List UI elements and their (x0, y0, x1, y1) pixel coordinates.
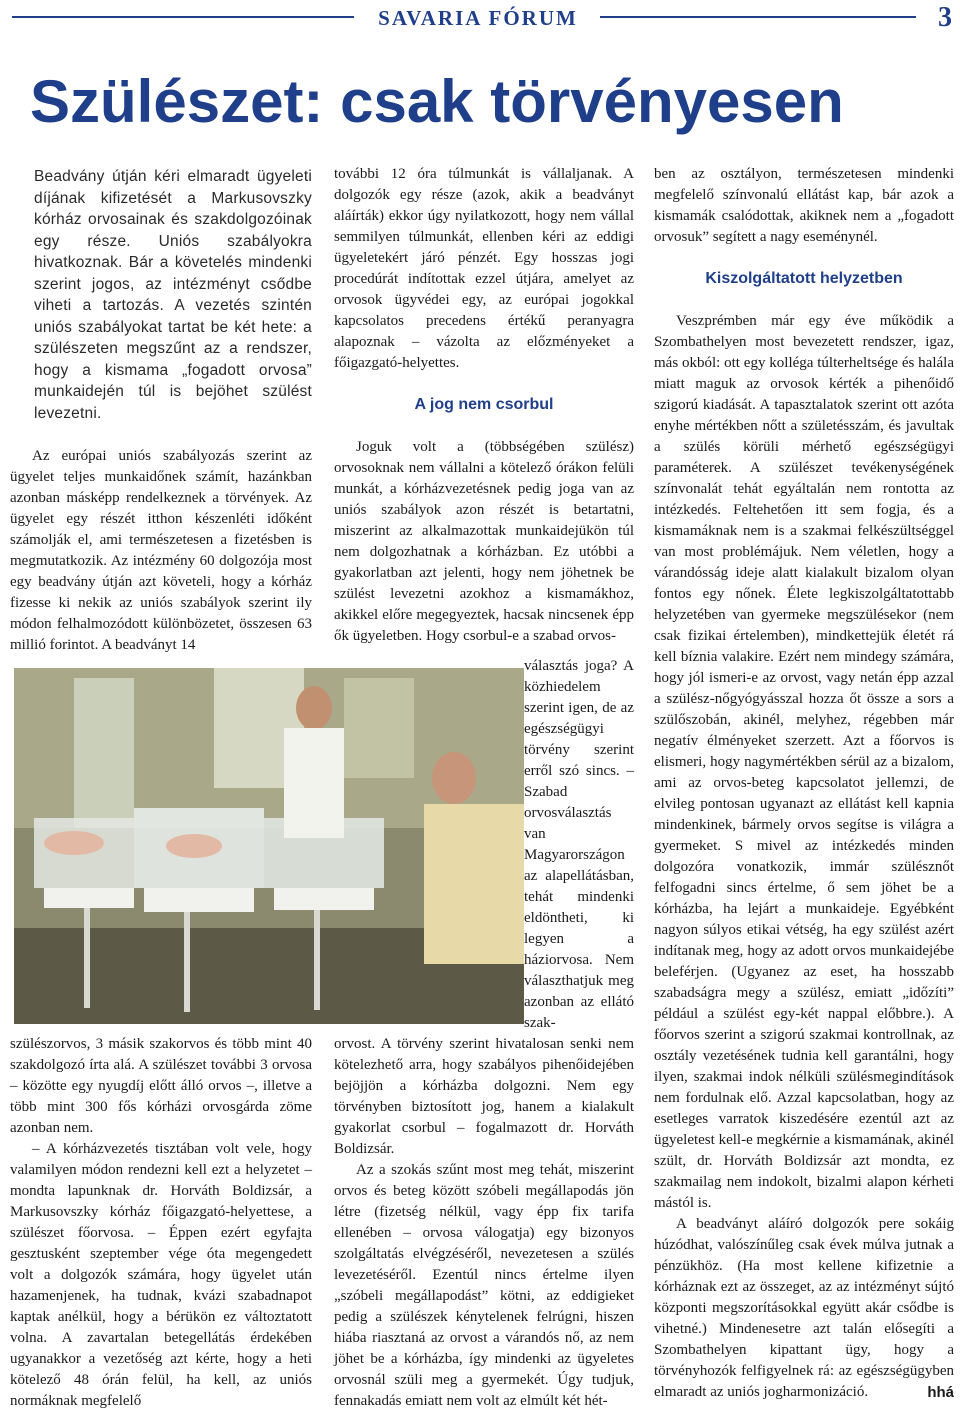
body-paragraph: orvost. A törvény szerint hivatalosan senki nem kötelezhető arra, hogy szabályos pihenőidejében bejöjjön a kórházba dolgozni. Nem egy törvényben biztosított jog, hanem a kialakult gyakorlat csorbul – fogalmazott dr. Horváth Boldizsár. (334, 1036, 634, 1157)
header-rule-left (12, 16, 354, 18)
body-paragraph: ben az osztályon, természetesen mindenki megfelelő színvonalú ellátást kap, bár azok a kismamák csalódottak, akiknek nem a „fogadott orvosuk” segített a nagy eseménynél. (654, 166, 954, 245)
body-paragraph: Veszprémben már egy éve működik a Szombathelyen most bevezetett rendszer, igaz, más okból: ott egy kolléga túlterheltsége és halála miatt maguk az orvosok kérték a pihenőidő szigorú kiadását. A tapasztalatok szerint ott azóta enyhe mértékben nőtt a születésszám, és javultak a szülés körüli mérhető egészségügyi paraméterek. A szülészet tevékenységének színvonalát tehát egyáltalán nem rontotta az intézkedés. Feltehetően itt sem fogja, és a kismamáknak nem is a szakmai felkészültséggel van most problémájuk. Nem véletlen, hogy a várandósság ideje alatt kialakult bizalom olyan fontos egy nőnek. Élete legkiszolgáltatottabb helyzetében van gyermeke megszülésekor (nem csak fizikai értelemben), mindkettejük életét rá kell bíznia valakire. Ezért nem mindegy számára, hogy jól ismeri-e az orvost, vagy netán épp azzal a szülész-nőgyógyásszal hozza őt össze a sors a szülőszobán, akinél, melyhez, régebben már negatív élményeket szerzett. Azt a főorvos is elismeri, hogy nagymértékben sérül az a bizalom, ami az orvos-beteg kapcsolatot jellemzi, de elvileg pontosan ugyanazt az ellátást kell kapnia mindenkinek, bármely orvos segítse is világra a gyermeket. S mivel az intézkedés minden dolgozóra vonatkozik, immár szülésznőt felfogadni sincs értelme, ő sem jöhet be a kórházba, ha lejárt a munkaideje. Egyébként nagyon súlyos etikai vétség, ha egy szülést azért indítanak meg, hogy az adott orvos munkaidejébe beleférjen. (Ugyanez az eset, ha hosszabb szabadságra megy a szülész, emiatt „időzíti” például a szülést egy-két nappal előbbre.). A főorvos szerint a szigorú szakmai kontrollnak, az osztály vezetésének tudnia kell garantálni, hogy ilyen, szakmai indok nélküli szülésmegindítások nem fordulnak elő. Azzal kapcsolatban, hogy az esetleges varratok kiszedésére ezentúl azt az ügyeletest kell-e megkérnie a kismamának, akinél szült, dr. Horváth Boldizsár azt mondta, ez szakmailag nem indokolt, bizalmi alapon kérheti mástól is. (654, 313, 954, 1211)
closing-text: A beadványt aláíró dolgozók pere sokáig húzódhat, valószínűleg csak évek múlva jutnak a pénzükhöz. (Ha most kellene kifizetnie a kórháznak ezt az összeget, az az intézményt sújtó központi megszorításokkal együtt akár csődbe is vihetné.) Mindenesetre azt talán elősegíti a Szombathelyen kipattant ügy, hogy a törvényhozók felfigyelnek rá: az egészségügyben elmaradt az uniós jogharmonizáció. (654, 1216, 954, 1400)
body-paragraph: Joguk volt a (többségében szülész) orvosoknak nem vállalni a kötelező órákon felüli munkát, a kórházvezetésnek pedig joga van az uniós szabályok azon részét is betartatni, miszerint az alkalmazottak munkaidejükön túl nem dolgozhatnak a kórházban. Ez utóbbi a gyakorlatban azt jelenti, hogy nem jöhetnek be szülést levezetni azokhoz a kismamákhoz, akikkel előre megegyeztek, hacsak nincsenek épp ők ügyeletben. Hogy csorbul-e a szabad orvos- (334, 439, 634, 644)
author-signature: hhá (927, 1384, 954, 1401)
header-rule-right (600, 16, 916, 18)
body-paragraph: választás joga? A közhiedelem szerint igen, de az egészségügyi törvény szerint erről szó sincs. – Szabad orvosválasztás van Magyarországon az alapellátásban, tehát mindenki eldöntheti, ki legyen a háziorvosa. Nem választhatjuk meg azonban az ellátó szak- (524, 658, 634, 1031)
subheading: Kiszolgáltatott helyzetben (705, 270, 903, 287)
subheading: A jog nem csorbul (414, 396, 554, 413)
publication-name: SAVARIA FÓRUM (378, 6, 578, 30)
column-2-continued (334, 1034, 634, 1412)
nursery-photo (14, 668, 524, 1024)
body-paragraph: – A kórházvezetés tisztában volt vele, hogy valamilyen módon rendezni kell ezt a helyzetet – mondta lapunknak dr. Horváth Boldizsár, a Markusovszky kórház főigazgató-helyettese, a szülészet főorvosa. – Éppen ezért egyfajta gesztusként szeptember vége óta megengedett volt a dolgozók számára, hogy ügyelet után hazamenjenek, ha tudnak, kvázi szabadnapot kaptak anélkül, hogy a bérükön ez változtatott volna. A zavartalan betegellátás érdekében ugyanakkor a vezetőség azt kérte, hogy a heti kötelező 48 órán felül, ha kell, az uniós normáknak megfelelő (10, 1141, 312, 1409)
column-2 (334, 164, 634, 647)
page-number: 3 (938, 2, 952, 33)
column-3 (654, 164, 954, 1403)
column-1 (10, 166, 312, 656)
narrow-column (524, 656, 634, 1034)
column-1-continued (10, 1034, 312, 1412)
lead-paragraph: Beadvány útján kéri elmaradt ügyeleti díjának kifizetését a Markusovszky kórház orvosainak és szakdolgozóinak egy része. Uniós szabályokra hivatkoznak. Bár a követelés mindenki szerint jogos, az intézményt csődbe viheti a tartozás. A vezetés szintén uniós szabályokat tartat be két hete: a szülészeten megszűnt az a rendszer, hogy a kismama „fogadott orvosa” munkaidején túl is bejöhet szülést levezetni. (34, 168, 312, 422)
body-paragraph: Az a szokás szűnt most meg tehát, miszerint orvos és beteg között szóbeli megállapodás jön létre (fizetség nélkül, vagy épp fix tarifa ellenében – orvosa válogatja) egy bizonyos szolgáltatás elvégzéséről, nevezetesen a szülés levezetéséről. Ezentúl nincs értelme ilyen „szóbeli megállapodást” kötni, az eddigieket pedig a szülészek kénytelenek felrúgni, hiszen hiába riasztaná az orvost a várandós nő, az nem jöhet be a kórházba, így mindenki az ügyeletes orvosnál szüli meg a gyermekét. Úgy tudjuk, fennakadás emiatt nem volt az elmúlt két hét- (334, 1162, 634, 1409)
body-paragraph: szülészorvos, 3 másik szakorvos és több mint 40 szakdolgozó írta alá. A szülészet további 3 orvosa – közötte egy nyugdíj előtt álló orvos –, illetve a több mint 300 fős kórházi orvosgárda zöme azonban nem. (10, 1036, 312, 1136)
headline: Szülészet: csak törvényesen (30, 68, 844, 135)
body-paragraph: Az európai uniós szabályozás szerint az ügyelet teljes munkaidőnek számít, hazánkban azonban másképp rendelkeznek a törvények. Az ügyelet egy részét itthon készenléti időként számolják el, ami természetesen a fizetésben is megmutatkozik. Az intézmény 60 dolgozója most egy beadvány útján azt követeli, hogy a kórház fizesse ki nekik az uniós szabályok szerint ily módon felhalmozódott különbözetet, összesen 63 millió forintot. A beadványt 14 (10, 448, 312, 653)
body-paragraph: további 12 óra túlmunkát is vállaljanak. A dolgozók egy része (azok, akik a beadványt aláírták) ekkor úgy nyilatkozott, hogy nem vállal semmilyen túlmunkát, ellenben kéri az eddigi ügyeletekért járó pénzét. Egy hosszas jogi procedúrát indítottak ezzel útjára, amelyet az orvosok ügyvédei egy, az európai jogokkal kapcsolatos precedens értékű peranyagra alapoznak – vázolta az előzményeket a főigazgató-helyettes. (334, 166, 634, 371)
body-paragraph (654, 1214, 954, 1403)
